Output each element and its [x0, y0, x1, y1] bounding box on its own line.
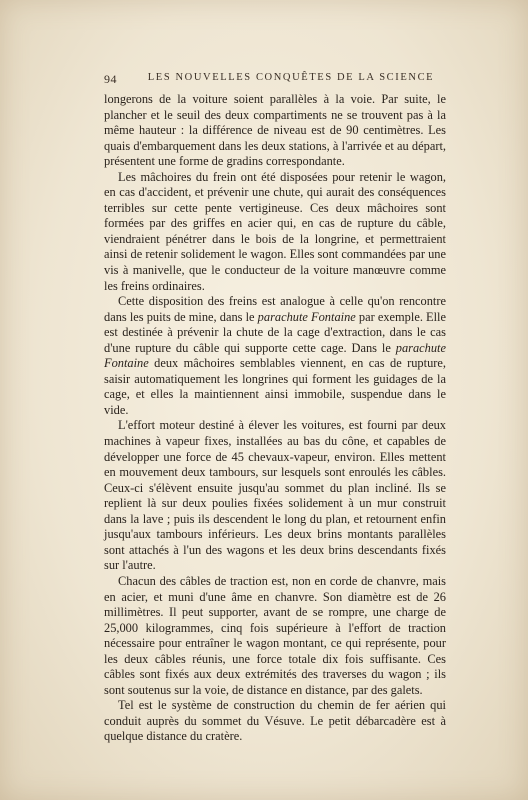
paragraph: [104, 574, 446, 698]
page-header: [104, 72, 444, 88]
italic-term: parachute Fontaine: [104, 340, 446, 371]
running-title: LES NOUVELLES CONQUÊTES DE LA SCIENCE: [147, 72, 435, 83]
text-segment: Les mâchoires du frein ont été disposées pour retenir le wagon, en cas d'accident, et prévenir une chute, qui aurait des conséquences terribles sur cette pente vertigineuse. Ces deux mâchoires sont formées par des griffes en acier qui, en cas de rupture du câble, viendraient pénétrer dans le bois de la longrine, et permettraient ainsi de retenir solidement le wagon. Elles sont commandées par une vis à manivelle, que le conducteur de la voiture manœuvre comme les freins ordinaires.: [104, 169, 446, 293]
text-segment: Chacun des câbles de traction est, non en corde de chanvre, mais en acier, et muni d'une âme en chanvre. Son diamètre est de 26 millimètres. Il peut supporter, avant de se rompre, une charge de 25,000 kilogrammes, cinq fois supérieure à l'effort de traction nécessaire pour entraîner le wagon montant, ce qui représente, pour les deux câbles réunis, une force totale dix fois suffisante. Ces câbles sont fixés aux deux extrémités des traverses du wagon ; ils sont soutenus sur la voie, de distance en distance, par des galets.: [104, 573, 446, 697]
paragraph: [104, 418, 446, 573]
text-segment: Cette disposition des freins est analogue à celle qu'on rencontre dans les puits de mine, dans le: [104, 294, 446, 324]
text-segment: deux mâchoires semblables viennent, en cas de rupture, saisir automatiquement les longrines qui forment les guidages de la cage, et elles la maintiennent ainsi immobile, suspendue dans le vide.: [104, 356, 446, 417]
paragraph: [104, 92, 446, 170]
italic-term: parachute Fontaine: [257, 309, 356, 324]
body-text: [104, 92, 446, 745]
text-segment: longerons de la voiture soient parallèles à la voie. Par suite, le plancher et le seuil des deux compartiments ne se trouvent pas à la même hauteur : la différence de niveau est de 90 centimètres. Les quais d'embarquement dans les deux stations, à l'arrivée et au départ, présentent une forme de gradins correspondante.: [104, 92, 446, 169]
paragraph: [104, 294, 446, 418]
text-segment: par exemple. Elle est destinée à prévenir la chute de la cage d'extraction, dans le cas d'une rupture du câble qui supporte cette cage. Dans le: [104, 309, 446, 355]
paragraph: [104, 698, 446, 745]
paragraph: [104, 170, 446, 294]
page-number: 94: [104, 72, 117, 86]
text-segment: Tel est le système de construction du chemin de fer aérien qui conduit auprès du sommet du Vésuve. Le petit débarcadère est à quelque distance du cratère.: [104, 698, 446, 744]
text-segment: L'effort moteur destiné à élever les voitures, est fourni par deux machines à vapeur fixes, installées au bas du cône, et capables de développer une force de 45 chevaux-vapeur, environ. Elles mettent en mouvement deux tambours, sur lesquels sont enroulés les câbles. Ceux-ci s'élèvent ensuite jusqu'au sommet du plan incliné. Ils se replient là sur deux poulies fixées solidement à un mur construit dans la lave ; puis ils descendent le long du plan, et retournent enfin jusqu'aux tambours inférieurs. Les deux brins montants parallèles sont attachés à l'un des wagons et les deux brins descendants fixés sur l'autre.: [104, 418, 446, 573]
